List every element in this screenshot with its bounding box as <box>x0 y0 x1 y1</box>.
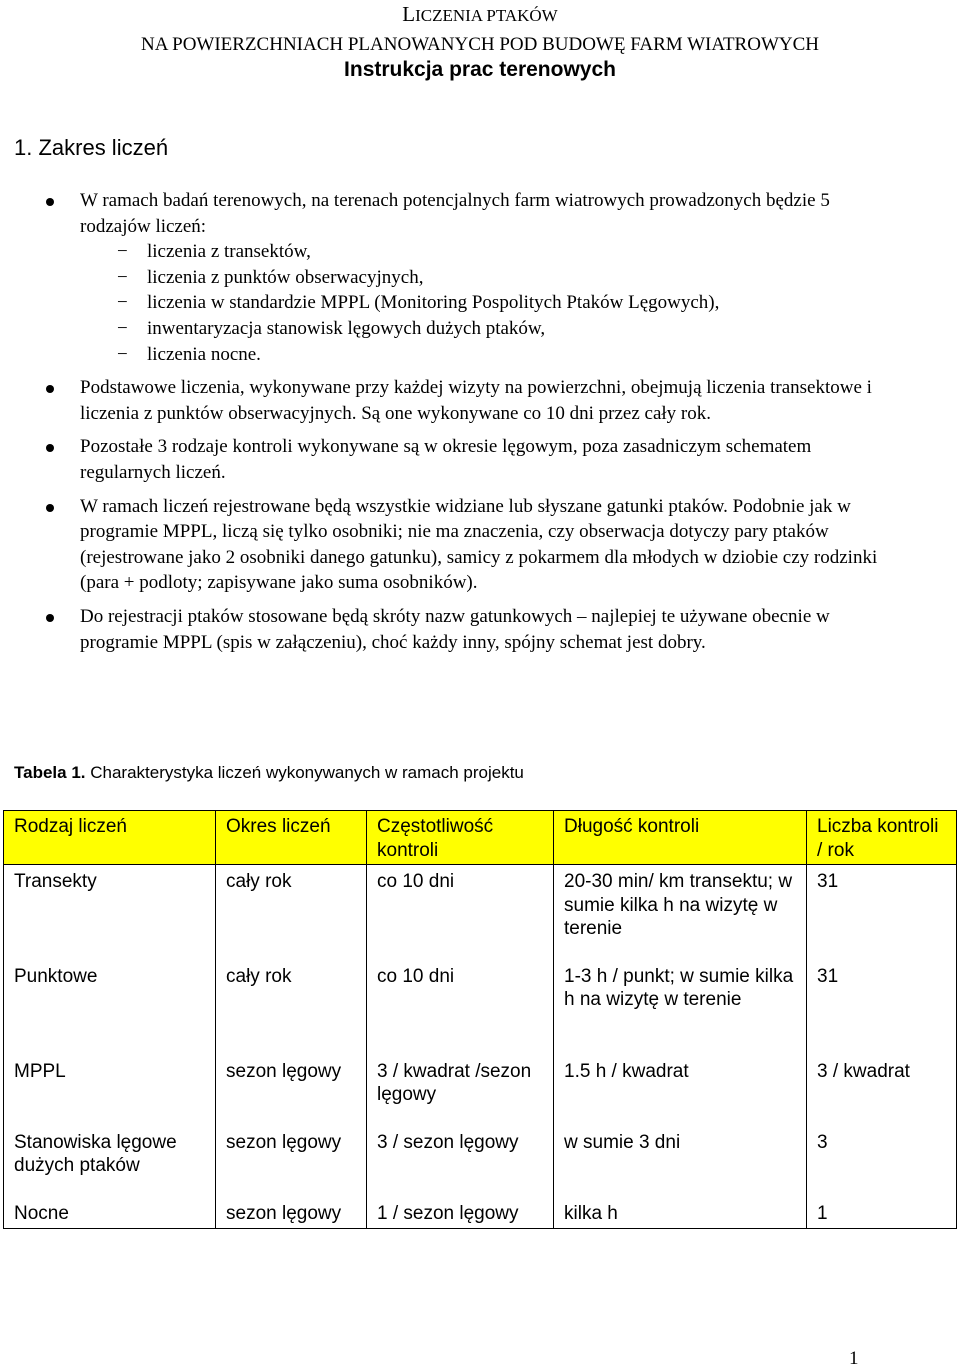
sub-list-item: − liczenia nocne. <box>80 342 900 368</box>
sub-list-item: − liczenia z transektów, <box>80 239 900 265</box>
table-cell: 3 / kwadrat /sezon lęgowy <box>367 1055 554 1126</box>
header-cell: Częstotliwość kontroli <box>367 811 554 865</box>
bullet-list <box>0 188 900 663</box>
table-cell: w sumie 3 dni <box>554 1126 807 1197</box>
table-cell: MPPL <box>4 1055 216 1126</box>
bullet-text: W ramach badań terenowych, na terenach potencjalnych farm wiatrowych prowadzonych będzie 5 rodzajów liczeń: <box>80 190 830 237</box>
sub-list <box>80 239 900 367</box>
table-cell: sezon lęgowy <box>216 1055 367 1126</box>
bullet-item <box>0 604 900 655</box>
table-cell: cały rok <box>216 865 367 960</box>
table-cell: kilka h <box>554 1197 807 1229</box>
bullet-text: Do rejestracji ptaków stosowane będą skróty nazw gatunkowych – najlepiej te używane obecnie w programie MPPL (spis w załączeniu), choć każdy inny, spójny schemat jest dobry. <box>80 605 830 653</box>
sub-list-item: − inwentaryzacja stanowisk lęgowych dużych ptaków, <box>80 316 900 342</box>
header-cell: Długość kontroli <box>554 811 807 865</box>
table-row <box>4 1197 957 1229</box>
dash-icon: − <box>117 317 128 339</box>
table-cell: co 10 dni <box>367 865 554 960</box>
table-cell: Nocne <box>4 1197 216 1229</box>
page-number: 1 <box>849 1348 859 1369</box>
header-cell: Okres liczeń <box>216 811 367 865</box>
table-cell: 1.5 h / kwadrat <box>554 1055 807 1126</box>
header-cell: Rodzaj liczeń <box>4 811 216 865</box>
table-cell: 1 / sezon lęgowy <box>367 1197 554 1229</box>
table-row <box>4 1055 957 1126</box>
table-cell: 3 <box>807 1126 957 1197</box>
counts-table <box>3 810 957 1229</box>
dash-icon: − <box>117 266 128 288</box>
table-cell: co 10 dni <box>367 960 554 1055</box>
document-subtitle: NA POWIERZCHNIACH PLANOWANYCH POD BUDOWĘ FARM WIATROWYCH <box>140 34 820 55</box>
bullet-item <box>0 494 900 596</box>
bullet-dot <box>46 614 54 622</box>
bullet-dot <box>46 444 54 452</box>
document-title <box>0 2 960 27</box>
table-cell: cały rok <box>216 960 367 1055</box>
sub-list-item: − liczenia w standardzie MPPL (Monitoring Pospolitych Ptaków Lęgowych), <box>80 290 900 316</box>
table-cell: sezon lęgowy <box>216 1197 367 1229</box>
sub-list-item: − liczenia z punktów obserwacyjnych, <box>80 265 900 291</box>
bullet-text: Pozostałe 3 rodzaje kontroli wykonywane są w okresie lęgowym, poza zasadniczym schematem regularnych liczeń. <box>80 436 812 483</box>
bullet-item <box>0 188 900 367</box>
bullet-text: W ramach liczeń rejestrowane będą wszystkie widziane lub słyszane gatunki ptaków. Podobnie jak w programie MPPL, liczą się tylko osobniki; nie ma znaczenia, czy obserwacja dotyczy pary ptaków (rejestrowane jako 2 osobniki danego gatunku), samicy z pokarmem dla młodych w dziobie czy rodzinki (para + podloty; zapisywane jako suma osobników). <box>80 495 878 594</box>
table-caption-text: Charakterystyka liczeń wykonywanych w ramach projektu <box>85 763 524 782</box>
title-rest: ICZENIA PTAKÓW <box>415 6 558 25</box>
dash-icon: − <box>117 292 128 314</box>
table-caption <box>14 763 524 783</box>
table-cell: Transekty <box>4 865 216 960</box>
table-cell: 3 / sezon lęgowy <box>367 1126 554 1197</box>
table-cell: 1-3 h / punkt; w sumie kilka h na wizytę w terenie <box>554 960 807 1055</box>
dash-icon: − <box>117 241 128 263</box>
table-cell: 1 <box>807 1197 957 1229</box>
table-cell: 3 / kwadrat <box>807 1055 957 1126</box>
header-cell: Liczba kontroli / rok <box>807 811 957 865</box>
bullet-dot <box>46 198 54 206</box>
bullet-dot <box>46 385 54 393</box>
table-row <box>4 865 957 960</box>
instruction-title: Instrukcja prac terenowych <box>344 58 616 81</box>
table-cell: 31 <box>807 865 957 960</box>
bullet-item <box>0 434 900 485</box>
table-cell: Stanowiska lęgowe dużych ptaków <box>4 1126 216 1197</box>
table-header-row <box>4 811 957 865</box>
bullet-dot <box>46 504 54 512</box>
table-row <box>4 1126 957 1197</box>
table-cell: 20-30 min/ km transektu; w sumie kilka h na wizytę w terenie <box>554 865 807 960</box>
table-cell: Punktowe <box>4 960 216 1055</box>
table-caption-label: Tabela 1. <box>14 763 86 782</box>
bullet-text: Podstawowe liczenia, wykonywane przy każdej wizyty na powierzchni, obejmują liczenia transektowe i liczenia z punktów obserwacyjnych. Są one wykonywane co 10 dni przez cały rok. <box>80 377 872 424</box>
dash-icon: − <box>117 343 128 365</box>
bullet-item <box>0 375 900 426</box>
table-cell: sezon lęgowy <box>216 1126 367 1197</box>
table-row <box>4 960 957 1055</box>
title-initial: L <box>402 2 416 26</box>
table-cell: 31 <box>807 960 957 1055</box>
section-heading: 1. Zakres liczeń <box>14 135 169 160</box>
